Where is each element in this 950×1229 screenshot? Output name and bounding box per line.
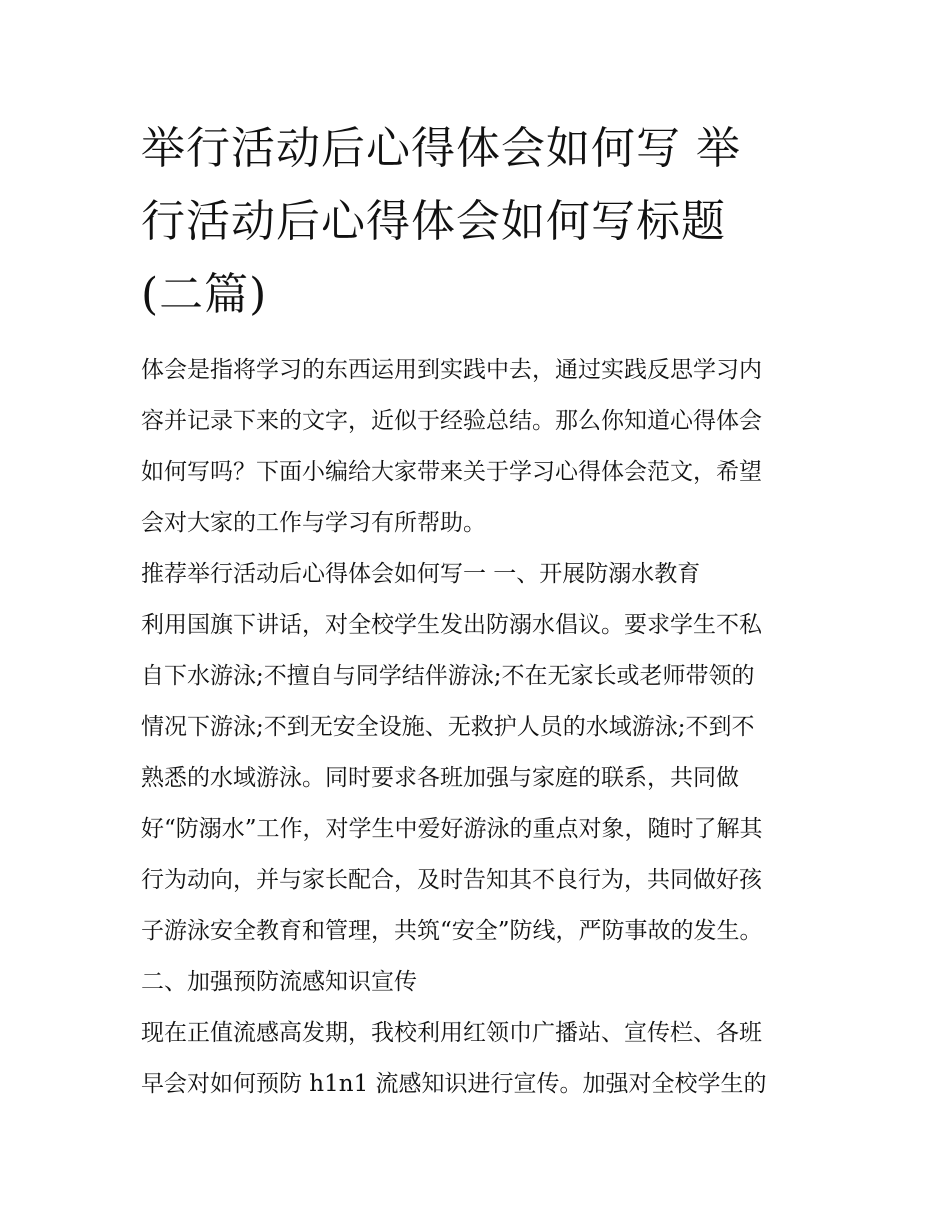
- text-line: 早会对如何预防 h1n1 流感知识进行宣传。加强对全校学生的: [141, 1071, 767, 1097]
- text-line: 会对大家的工作与学习有所帮助。: [141, 510, 486, 536]
- section-paragraph: [141, 600, 813, 957]
- text-line: 容并记录下来的文字，近似于经验总结。那么你知道心得体会: [141, 408, 762, 434]
- text-line: 如何写吗？下面小编给大家带来关于学习心得体会范文，希望: [141, 459, 762, 485]
- section-heading: [141, 549, 813, 600]
- section-heading-text: 二、加强预防流感知识宣传: [141, 969, 417, 995]
- text-line: 好“防溺水”工作，对学生中爱好游泳的重点对象，随时了解其: [141, 816, 763, 842]
- text-line: 体会是指将学习的东西运用到实践中去，通过实践反思学习内: [141, 357, 762, 383]
- text-line: 自下水游泳;不擅自与同学结伴游泳;不在无家长或老师带领的: [141, 663, 755, 689]
- document-title: [141, 112, 813, 331]
- text-line: 利用国旗下讲话，对全校学生发出防溺水倡议。要求学生不私: [141, 612, 762, 638]
- text-line: 子游泳安全教育和管理，共筑“安全”防线，严防事故的发生。: [141, 918, 763, 944]
- text-line: 情况下游泳;不到无安全设施、无救护人员的水域游泳;不到不: [141, 714, 755, 740]
- text-line: 行为动向，并与家长配合，及时告知其不良行为，共同做好孩: [141, 867, 762, 893]
- text-line: 现在正值流感高发期，我校利用红领巾广播站、宣传栏、各班: [141, 1020, 762, 1046]
- title-line: 行活动后心得体会如何写标题: [141, 196, 726, 247]
- title-line: 举行活动后心得体会如何写 举: [141, 123, 741, 174]
- section-paragraph: [141, 1008, 813, 1110]
- document-page: [141, 112, 813, 1110]
- title-line: (二篇): [141, 269, 268, 320]
- text-line: 熟悉的水域游泳。同时要求各班加强与家庭的联系，共同做: [141, 765, 739, 791]
- section-heading: [141, 957, 813, 1008]
- section-heading-text: 推荐举行活动后心得体会如何写一 一、开展防溺水教育: [141, 561, 701, 587]
- intro-paragraph: [141, 345, 813, 549]
